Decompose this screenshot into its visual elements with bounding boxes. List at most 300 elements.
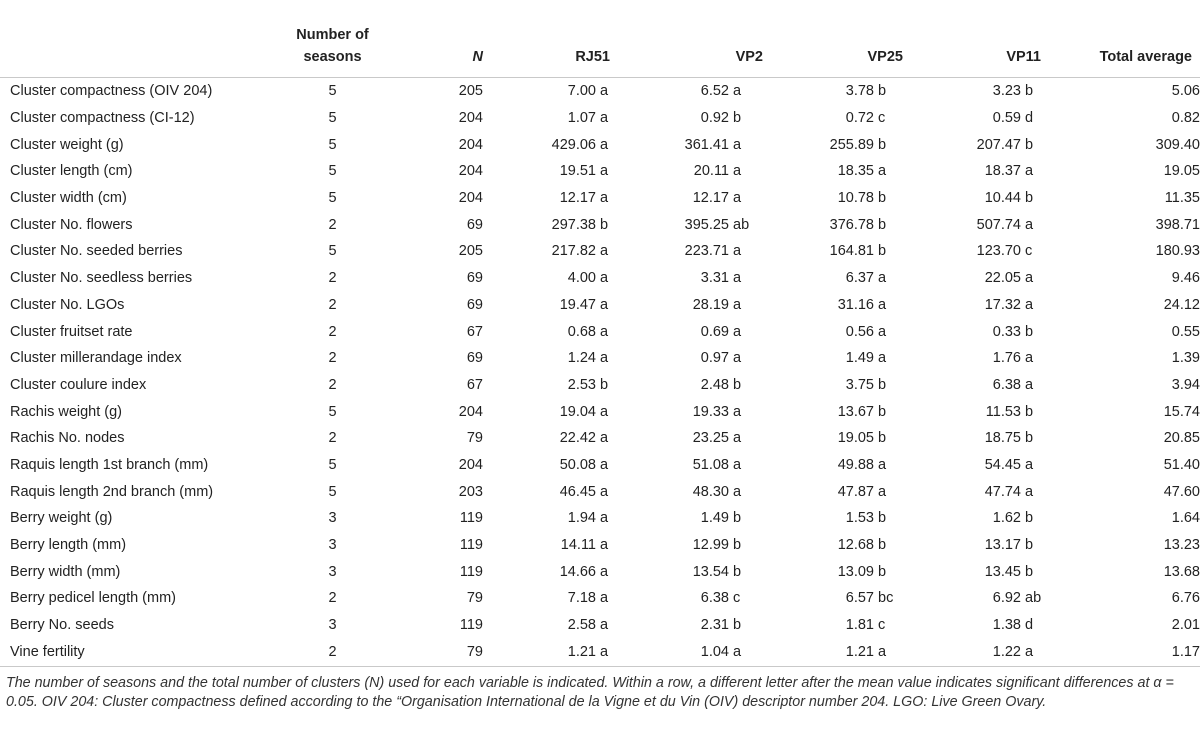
cell-vp25-mean: 1.21 (845, 644, 874, 661)
cell-vp11-mean: 18.37 (984, 163, 1021, 180)
cell-vp2-letter: a (733, 270, 742, 287)
cell-vp11 (933, 211, 1063, 238)
cell-total: 24.12 (1163, 296, 1200, 313)
cell-rj51-mean: 429.06 (551, 136, 596, 153)
cell-total: 51.40 (1163, 456, 1200, 473)
header-rj51: RJ51 (483, 6, 638, 78)
cell-n: 205 (458, 243, 483, 260)
cell-n: 69 (466, 350, 483, 367)
cell-rj51-mean: 19.51 (559, 163, 596, 180)
cell-rj51-mean: 14.11 (560, 537, 596, 554)
cell-vp2-letter: a (733, 296, 742, 313)
cell-rj51 (483, 185, 638, 212)
cell-vp2-mean: 3.31 (700, 270, 729, 287)
cell-vp25-mean: 12.68 (837, 537, 874, 554)
cell-vp11-mean: 47.74 (984, 483, 1021, 500)
cell-vp2-letter: b (733, 376, 742, 393)
cell-vp25-letter: b (878, 537, 887, 554)
cell-seasons: 2 (328, 270, 337, 287)
cell-rj51-letter: a (600, 617, 609, 634)
cell-vp2-mean: 223.71 (684, 243, 729, 260)
cell-vp25-mean: 3.75 (845, 376, 874, 393)
cell-rj51-mean: 0.68 (567, 323, 596, 340)
cell-variable: Cluster fruitset rate (10, 323, 133, 340)
cell-rj51-mean: 1.21 (567, 644, 596, 661)
cell-total: 11.35 (1164, 190, 1200, 207)
cell-vp11-letter: b (1025, 537, 1034, 554)
table-row (0, 185, 1200, 212)
cell-vp25-letter: b (878, 83, 887, 100)
cell-vp2 (638, 292, 783, 319)
cell-vp2-letter: a (733, 190, 742, 207)
table-row (0, 292, 1200, 319)
header-row (0, 6, 1200, 78)
cell-rj51 (483, 78, 638, 105)
cell-vp11 (933, 558, 1063, 585)
cell-vp25-letter: a (878, 456, 887, 473)
cell-vp25-letter: b (878, 563, 887, 580)
cell-vp25 (783, 158, 933, 185)
cell-vp25 (783, 238, 933, 265)
cell-rj51-mean: 22.42 (559, 430, 596, 447)
cell-vp25-mean: 6.37 (845, 270, 874, 287)
cell-vp11-mean: 18.75 (984, 430, 1021, 447)
cell-vp25-letter: a (878, 270, 887, 287)
cell-rj51-mean: 19.04 (559, 403, 596, 420)
cell-vp2-letter: a (733, 83, 742, 100)
table-row (0, 585, 1200, 612)
cell-vp11 (933, 158, 1063, 185)
table-row (0, 265, 1200, 292)
cell-variable: Cluster No. seeded berries (10, 243, 183, 260)
table-container (0, 6, 1200, 712)
cell-variable: Berry length (mm) (10, 537, 127, 554)
cell-vp25 (783, 452, 933, 479)
cell-vp2-mean: 51.08 (692, 456, 729, 473)
cell-vp11-letter: b (1025, 563, 1034, 580)
cell-variable: Berry No. seeds (10, 617, 114, 634)
cell-vp25-mean: 1.49 (845, 350, 874, 367)
cell-vp25 (783, 131, 933, 158)
cell-rj51 (483, 478, 638, 505)
cell-vp2-letter: b (733, 563, 742, 580)
header-vp11: VP11 (933, 6, 1063, 78)
table-row (0, 345, 1200, 372)
cell-vp2 (638, 238, 783, 265)
cell-vp25-letter: a (878, 350, 887, 367)
cell-vp2 (638, 505, 783, 532)
cell-vp25 (783, 398, 933, 425)
cell-vp25 (783, 505, 933, 532)
cell-vp2-mean: 23.25 (692, 430, 729, 447)
cell-vp11-mean: 13.45 (984, 563, 1021, 580)
cell-vp11 (933, 505, 1063, 532)
cell-n: 204 (458, 163, 483, 180)
cell-vp2-letter: a (733, 456, 742, 473)
cell-vp11-mean: 123.70 (976, 243, 1021, 260)
cell-variable: Cluster length (cm) (10, 163, 133, 180)
cell-rj51 (483, 211, 638, 238)
cell-vp11 (933, 238, 1063, 265)
cell-seasons: 3 (328, 510, 337, 527)
cell-variable: Raquis length 2nd branch (mm) (10, 483, 214, 500)
cell-vp2 (638, 452, 783, 479)
cell-rj51-letter: a (600, 323, 609, 340)
cell-total: 6.76 (1171, 590, 1200, 607)
cell-vp11 (933, 452, 1063, 479)
cell-seasons: 2 (328, 350, 337, 367)
cell-vp11-mean: 1.38 (992, 617, 1021, 634)
cell-n: 69 (466, 270, 483, 287)
cell-n: 119 (459, 563, 483, 580)
cell-vp25-letter: a (878, 296, 887, 313)
cell-vp2-mean: 12.99 (692, 537, 729, 554)
table-row (0, 612, 1200, 639)
cell-total: 15.74 (1163, 403, 1200, 420)
cell-variable: Cluster No. LGOs (10, 296, 125, 313)
cell-vp25-letter: b (878, 216, 887, 233)
cell-vp25 (783, 78, 933, 105)
cell-rj51-letter: a (600, 590, 609, 607)
table-row (0, 318, 1200, 345)
cell-vp2-letter: b (733, 510, 742, 527)
cell-vp2 (638, 372, 783, 399)
cell-total: 398.71 (1155, 216, 1200, 233)
cell-rj51-mean: 12.17 (559, 190, 596, 207)
cell-vp2-letter: a (733, 350, 742, 367)
cell-variable: Raquis length 1st branch (mm) (10, 456, 209, 473)
cell-seasons: 2 (328, 216, 337, 233)
cell-rj51-mean: 7.18 (567, 590, 596, 607)
cell-vp11 (933, 638, 1063, 667)
cell-vp2 (638, 638, 783, 667)
cell-rj51 (483, 532, 638, 559)
cell-rj51-mean: 217.82 (551, 243, 596, 260)
cell-rj51 (483, 265, 638, 292)
cell-total: 2.01 (1171, 617, 1200, 634)
cell-vp11-letter: d (1025, 617, 1034, 634)
cell-vp2-mean: 12.17 (692, 190, 729, 207)
cell-rj51-letter: a (600, 110, 609, 127)
cell-vp2-mean: 2.31 (700, 617, 729, 634)
cell-vp25 (783, 425, 933, 452)
cell-vp25 (783, 372, 933, 399)
cell-vp25-letter: b (878, 136, 887, 153)
cell-vp11-letter: b (1025, 403, 1034, 420)
cell-total: 1.17 (1063, 638, 1200, 667)
cell-vp25 (783, 478, 933, 505)
cell-vp11 (933, 131, 1063, 158)
cell-seasons: 2 (328, 323, 337, 340)
cell-vp2 (638, 131, 783, 158)
cell-vp11-mean: 22.05 (984, 270, 1021, 287)
cell-vp11-letter: a (1025, 350, 1034, 367)
cell-rj51-letter: a (600, 243, 609, 260)
cell-vp11-mean: 0.33 (992, 323, 1021, 340)
cell-vp11-letter: a (1025, 376, 1034, 393)
cell-vp25-mean: 10.78 (837, 190, 874, 207)
cell-vp25-mean: 13.67 (837, 403, 874, 420)
cell-n: 69 (466, 296, 483, 313)
cell-vp2-mean: 6.38 (700, 590, 729, 607)
cell-total: 13.23 (1163, 537, 1200, 554)
cell-seasons: 5 (328, 83, 337, 100)
cell-vp11-letter: a (1025, 483, 1034, 500)
cell-seasons: 5 (328, 190, 337, 207)
cell-vp25 (783, 185, 933, 212)
cell-variable: Berry pedicel length (mm) (10, 590, 176, 607)
cell-rj51-mean: 4.00 (567, 270, 596, 287)
cell-vp11-letter: ab (1025, 590, 1042, 607)
cell-seasons: 2 (328, 296, 337, 313)
cell-vp25-mean: 31.16 (837, 296, 874, 313)
cell-vp25 (783, 292, 933, 319)
cell-vp25 (783, 345, 933, 372)
cell-n: 119 (459, 510, 483, 527)
cell-vp11 (933, 478, 1063, 505)
cell-rj51 (483, 318, 638, 345)
cell-rj51-letter: a (600, 350, 609, 367)
cell-seasons: 2 (328, 590, 337, 607)
cell-vp11 (933, 345, 1063, 372)
cell-vp2-letter: a (733, 243, 742, 260)
cell-vp2 (638, 318, 783, 345)
cell-total: 309.40 (1155, 136, 1200, 153)
cell-vp11 (933, 612, 1063, 639)
cell-vp25-letter: a (878, 644, 887, 661)
cell-rj51-mean: 2.53 (567, 376, 596, 393)
cell-n: 79 (385, 638, 483, 667)
cell-vp2-mean: 0.92 (700, 110, 729, 127)
table-row (0, 638, 1200, 667)
table-row (0, 425, 1200, 452)
cell-vp25-mean: 255.89 (829, 136, 874, 153)
cell-n: 67 (466, 323, 483, 340)
cell-vp2 (638, 158, 783, 185)
cell-vp25 (783, 265, 933, 292)
cell-vp11 (933, 372, 1063, 399)
cell-vp25-letter: b (878, 510, 887, 527)
cell-rj51 (483, 558, 638, 585)
table-row (0, 452, 1200, 479)
cell-n: 203 (458, 483, 483, 500)
cell-vp2-letter: a (733, 430, 742, 447)
cell-variable: Cluster coulure index (10, 376, 147, 393)
cell-vp2-mean: 1.04 (700, 644, 729, 661)
data-table (0, 6, 1200, 667)
cell-seasons: 2 (328, 430, 337, 447)
cell-vp2-letter: b (733, 110, 742, 127)
cell-seasons: 3 (328, 617, 337, 634)
table-row (0, 398, 1200, 425)
cell-rj51 (483, 131, 638, 158)
cell-vp11-mean: 207.47 (976, 136, 1021, 153)
header-vp2: VP2 (638, 6, 783, 78)
cell-n: 204 (458, 403, 483, 420)
header-seasons: Number of seasons (280, 6, 385, 78)
cell-vp2-letter: b (733, 617, 742, 634)
cell-rj51-letter: a (600, 483, 609, 500)
cell-rj51 (483, 105, 638, 132)
cell-rj51 (483, 372, 638, 399)
table-row (0, 505, 1200, 532)
cell-seasons: 5 (328, 456, 337, 473)
cell-rj51-mean: 50.08 (559, 456, 596, 473)
cell-variable: Berry width (mm) (10, 563, 121, 580)
cell-vp11-letter: a (1025, 270, 1034, 287)
cell-vp25 (783, 558, 933, 585)
table-row (0, 78, 1200, 105)
cell-vp11 (933, 585, 1063, 612)
cell-vp2-mean: 1.49 (700, 510, 729, 527)
cell-total: 0.82 (1171, 110, 1200, 127)
cell-seasons: 2 (328, 376, 337, 393)
cell-seasons: 2 (280, 638, 385, 667)
cell-rj51-mean: 14.66 (559, 563, 596, 580)
cell-rj51 (483, 158, 638, 185)
cell-variable: Rachis weight (g) (10, 403, 123, 420)
cell-rj51-letter: a (600, 163, 609, 180)
cell-rj51 (483, 585, 638, 612)
cell-rj51-mean: 7.00 (567, 83, 596, 100)
cell-vp2 (638, 105, 783, 132)
cell-vp2-letter: ab (733, 216, 750, 233)
cell-total: 180.93 (1155, 243, 1200, 260)
cell-rj51 (483, 292, 638, 319)
cell-rj51-mean: 2.58 (567, 617, 596, 634)
cell-vp2-letter: a (733, 403, 742, 420)
cell-vp2-mean: 2.48 (700, 376, 729, 393)
cell-vp2-mean: 6.52 (700, 83, 729, 100)
cell-vp2-mean: 48.30 (692, 483, 729, 500)
cell-total: 3.94 (1171, 376, 1200, 393)
cell-vp2-mean: 13.54 (692, 563, 729, 580)
table-row (0, 105, 1200, 132)
cell-rj51-letter: a (600, 510, 609, 527)
cell-vp11-mean: 1.62 (992, 510, 1021, 527)
cell-n: 79 (466, 430, 483, 447)
cell-n: 204 (458, 110, 483, 127)
cell-vp11-mean: 1.76 (992, 350, 1021, 367)
cell-vp2 (638, 345, 783, 372)
cell-vp11-letter: a (1025, 216, 1034, 233)
cell-n: 119 (459, 537, 483, 554)
cell-vp11-letter: a (1025, 644, 1034, 661)
cell-vp2 (638, 425, 783, 452)
cell-n: 69 (466, 216, 483, 233)
cell-vp2 (638, 185, 783, 212)
cell-vp25-letter: c (878, 110, 886, 127)
cell-vp11-mean: 13.17 (984, 537, 1021, 554)
cell-vp2-mean: 20.11 (693, 163, 729, 180)
cell-vp2 (638, 532, 783, 559)
cell-total: 19.05 (1163, 163, 1200, 180)
cell-total: 47.60 (1163, 483, 1200, 500)
cell-vp2 (638, 478, 783, 505)
cell-vp25-letter: a (878, 323, 887, 340)
cell-vp25-mean: 18.35 (837, 163, 874, 180)
cell-vp11 (933, 78, 1063, 105)
cell-variable: Rachis No. nodes (10, 430, 125, 447)
cell-vp2 (638, 265, 783, 292)
cell-rj51-mean: 297.38 (551, 216, 596, 233)
cell-vp25-mean: 13.09 (837, 563, 874, 580)
cell-vp2 (638, 612, 783, 639)
cell-rj51-mean: 1.07 (567, 110, 596, 127)
cell-vp2-mean: 28.19 (692, 296, 729, 313)
cell-rj51 (483, 238, 638, 265)
cell-seasons: 5 (328, 403, 337, 420)
cell-variable: Cluster compactness (CI-12) (10, 110, 195, 127)
cell-rj51 (483, 638, 638, 667)
cell-vp11-letter: b (1025, 323, 1034, 340)
cell-n: 79 (466, 590, 483, 607)
cell-seasons: 5 (328, 483, 337, 500)
cell-rj51 (483, 425, 638, 452)
cell-vp2-letter: a (733, 644, 742, 661)
cell-vp25-mean: 0.72 (845, 110, 874, 127)
cell-vp11-letter: a (1025, 163, 1034, 180)
cell-seasons: 5 (328, 136, 337, 153)
cell-rj51 (483, 345, 638, 372)
table-row (0, 558, 1200, 585)
cell-total: 5.06 (1171, 83, 1200, 100)
table-row (0, 238, 1200, 265)
cell-vp2-mean: 361.41 (684, 136, 729, 153)
cell-vp25-letter: a (878, 163, 887, 180)
cell-vp2 (638, 398, 783, 425)
cell-vp11-letter: b (1025, 430, 1034, 447)
cell-vp2-letter: b (733, 537, 742, 554)
cell-vp25-mean: 376.78 (829, 216, 874, 233)
cell-vp25-letter: c (878, 617, 886, 634)
cell-rj51-letter: a (600, 537, 609, 554)
cell-n: 205 (458, 83, 483, 100)
table-row (0, 372, 1200, 399)
cell-vp11-mean: 17.32 (984, 296, 1021, 313)
cell-seasons: 5 (328, 110, 337, 127)
cell-vp11-letter: b (1025, 510, 1034, 527)
cell-rj51-letter: a (600, 430, 609, 447)
cell-vp11-mean: 1.22 (992, 644, 1021, 661)
cell-rj51-letter: a (600, 83, 609, 100)
cell-rj51-mean: 46.45 (559, 483, 596, 500)
cell-rj51 (483, 612, 638, 639)
cell-total: 1.64 (1171, 510, 1200, 527)
cell-rj51-letter: a (600, 403, 609, 420)
cell-vp2-mean: 395.25 (684, 216, 729, 233)
table-row (0, 131, 1200, 158)
cell-variable: Cluster No. seedless berries (10, 270, 193, 287)
table-footnote: The number of seasons and the total number of clusters (N) used for each variable is indicated. Within a row, a different letter after the mean value indicates significant differences at α = 0.05. OIV 204: Cluster compactness defined according to the “Organisation International de la Vigne et du Vin (OIV) descriptor number 204. LGO: Live Green Ovary. (6, 675, 1174, 711)
cell-vp11 (933, 265, 1063, 292)
cell-vp25 (783, 612, 933, 639)
cell-rj51-mean: 1.94 (567, 510, 596, 527)
cell-vp11-mean: 507.74 (976, 216, 1021, 233)
cell-vp11-mean: 54.45 (984, 456, 1021, 473)
cell-rj51 (483, 505, 638, 532)
cell-vp25-letter: b (878, 430, 887, 447)
cell-seasons: 5 (328, 243, 337, 260)
cell-vp11 (933, 398, 1063, 425)
cell-rj51-letter: a (600, 296, 609, 313)
cell-vp11-mean: 11.53 (985, 403, 1021, 420)
cell-n: 119 (459, 617, 483, 634)
cell-variable: Cluster weight (g) (10, 136, 124, 153)
cell-vp25 (783, 585, 933, 612)
cell-vp25 (783, 532, 933, 559)
cell-vp25-letter: b (878, 376, 887, 393)
